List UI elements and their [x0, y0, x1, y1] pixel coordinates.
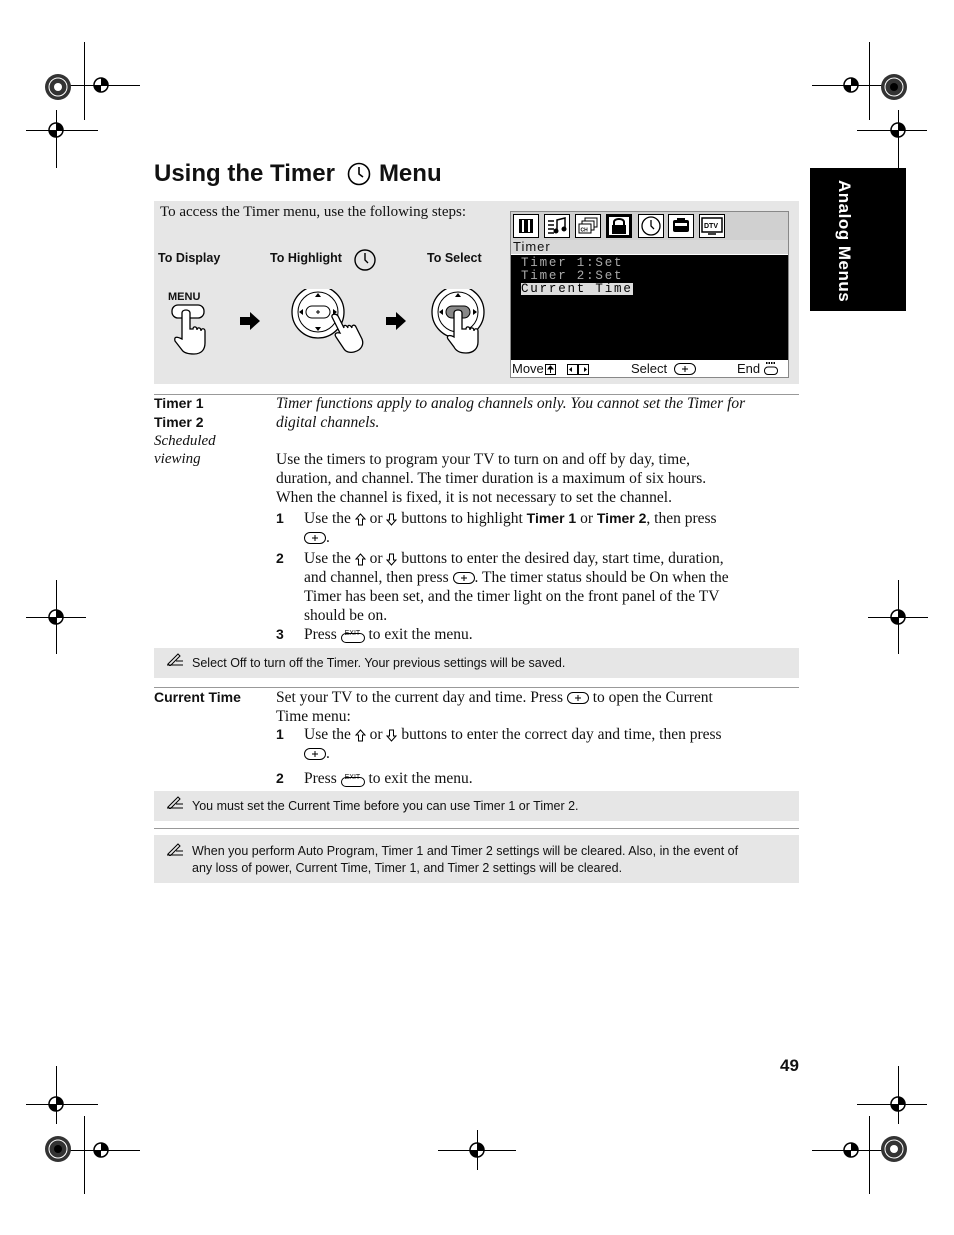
note-pencil-icon: [166, 842, 184, 856]
step-text: and channel, then press: [304, 569, 449, 586]
up-arrow-icon: [355, 513, 366, 526]
step-text: .: [326, 529, 330, 546]
step-number: 3: [276, 626, 284, 642]
timer-step-3: [304, 625, 794, 644]
tv-menu-list: [511, 255, 788, 360]
term-current-time: Current Time: [154, 689, 241, 705]
description-line: Set your TV to the current day and time. Press: [276, 689, 563, 706]
arrow-right-icon: [386, 312, 406, 330]
to-select-label: To Select: [427, 251, 482, 265]
joystick-hand-icon: [290, 289, 370, 355]
tv-icon-bar: [511, 212, 788, 240]
note-text: any loss of power, Current Time, Timer 1, and Timer 2 settings will be cleared.: [192, 861, 623, 875]
step-text: or: [369, 550, 383, 567]
up-arrow-icon: [355, 729, 366, 742]
step-text: , then press: [646, 510, 717, 527]
registration-target-icon: [880, 1135, 908, 1163]
description-line: Use the timers to program your TV to turn on and off by day, time,: [276, 451, 690, 468]
crosshair-icon: [86, 70, 116, 100]
timer-description: [276, 450, 786, 507]
access-intro: To access the Timer menu, use the following steps:: [160, 204, 466, 220]
tv-footer-move: Move: [512, 361, 544, 376]
timer-step-2: [304, 549, 794, 625]
section-divider: [154, 828, 799, 829]
timer-step-1: [304, 509, 794, 547]
step-text: buttons to enter the correct day and time, then press: [401, 726, 722, 743]
tv-menu-item[interactable]: Timer 2:Set: [521, 269, 624, 283]
tv-menu-title: Timer: [511, 240, 788, 254]
note-text: When you perform Auto Program, Timer 1 and Timer 2 settings will be cleared. Also, in the event of: [192, 844, 739, 858]
registration-target-icon: [880, 73, 908, 101]
step-text: .: [326, 745, 330, 762]
page-title-part-2: Menu: [378, 160, 442, 187]
term-timer-1: Timer 1: [154, 395, 204, 411]
crosshair-icon: [41, 602, 71, 632]
down-arrow-icon: [386, 513, 397, 526]
registration-target-icon: [44, 1135, 72, 1163]
registration-target-icon: [44, 73, 72, 101]
joystick-press-hand-icon: [430, 289, 490, 355]
dtv-icon: [699, 214, 725, 238]
menu-button-hand-icon: [168, 303, 214, 355]
description-line: Time menu:: [276, 708, 351, 725]
note-text: You must set the Current Time before you can use Timer 1 or Timer 2.: [192, 799, 579, 813]
step-text: buttons to enter the desired day, start time, duration,: [401, 550, 724, 567]
step-number: 2: [276, 550, 284, 566]
exit-button-icon: [341, 627, 365, 643]
term-subtitle: Scheduled: [154, 433, 216, 449]
section-tab-label: Analog Menus: [835, 180, 854, 303]
description-line: to open the Current: [592, 689, 713, 706]
step-text: . The timer status should be On when the: [474, 569, 729, 586]
step-number: 1: [276, 726, 284, 742]
down-arrow-icon: [386, 729, 397, 742]
tv-menu-footer: [511, 360, 788, 377]
tv-menu-screen: [510, 211, 789, 378]
timer-analog-note: [276, 394, 786, 432]
exit-label: EXIT: [344, 630, 361, 638]
note-text: Select Off to turn off the Timer. Your previous settings will be saved.: [192, 656, 566, 670]
setup-icon: [668, 214, 694, 238]
dtv-icon-label: DTV: [704, 223, 718, 230]
step-text: Use the: [304, 510, 351, 527]
select-button-icon: [304, 748, 326, 760]
crosshair-icon: [462, 1135, 492, 1165]
section-tab: [810, 168, 906, 311]
to-display-label: To Display: [158, 251, 221, 265]
tv-menu-item[interactable]: Timer 1:Set: [521, 256, 624, 270]
crosshair-icon: [883, 602, 913, 632]
page-number: 49: [780, 1056, 799, 1075]
select-button-icon: [674, 363, 696, 375]
channel-icon: [575, 214, 601, 238]
up-down-icon: [545, 364, 556, 375]
step-text: to exit the menu.: [368, 626, 473, 643]
crosshair-icon: [836, 70, 866, 100]
step-text: Press: [304, 626, 337, 643]
note-pencil-icon: [166, 795, 184, 809]
term-timer-2: Timer 2: [154, 414, 204, 430]
step-text-bold: Timer 2: [596, 510, 647, 526]
up-arrow-icon: [355, 553, 366, 566]
crosshair-icon: [41, 1089, 71, 1119]
video-icon: [513, 214, 539, 238]
step-text: Use the: [304, 726, 351, 743]
audio-icon: [544, 214, 570, 238]
down-arrow-icon: [386, 553, 397, 566]
tv-menu-item-selected[interactable]: Current Time: [521, 282, 633, 296]
lock-icon: [606, 214, 632, 238]
step-number: 1: [276, 510, 284, 526]
menu-key-icon: [764, 362, 778, 375]
crosshair-icon: [883, 1089, 913, 1119]
arrow-right-icon: [240, 312, 260, 330]
note-line: digital channels.: [276, 414, 380, 431]
note-line: Timer functions apply to analog channels only. You cannot set the Timer for: [276, 395, 746, 412]
term-subtitle: viewing: [154, 451, 201, 467]
current-time-description: [276, 688, 786, 726]
description-line: duration, and channel. The timer duration is a maximum of six hours.: [276, 470, 707, 487]
menu-button-label: MENU: [168, 291, 201, 303]
step-text: or: [580, 510, 593, 527]
current-time-step-2: [304, 769, 794, 788]
crosshair-icon: [41, 115, 71, 145]
auto-program-note: [154, 835, 799, 883]
page-title-part-1: Using the Timer: [154, 160, 335, 187]
tv-footer-end: End: [737, 361, 761, 376]
clock-icon: [353, 248, 377, 272]
step-number: 2: [276, 770, 284, 786]
step-text: buttons to highlight: [401, 510, 523, 527]
select-button-icon: [453, 572, 475, 584]
step-text: to exit the menu.: [368, 770, 473, 787]
exit-label: EXIT: [344, 774, 361, 782]
timer-icon: [638, 214, 664, 238]
tv-footer-select: Select: [631, 361, 668, 376]
to-highlight-label: To Highlight: [270, 251, 342, 265]
crosshair-icon: [883, 115, 913, 145]
note-pencil-icon: [166, 652, 184, 666]
timer-off-note: [154, 648, 799, 678]
select-button-icon: [304, 532, 326, 544]
exit-button-icon: [341, 771, 365, 787]
left-right-icon: [567, 364, 589, 375]
step-text: or: [369, 726, 383, 743]
step-text: Timer has been set, and the timer light on the front panel of the TV: [304, 588, 720, 605]
current-time-note: [154, 791, 799, 821]
clock-icon: [347, 162, 371, 186]
channel-icon-label: CH: [580, 227, 588, 234]
select-button-icon: [567, 692, 589, 704]
step-text: or: [369, 510, 383, 527]
crosshair-icon: [86, 1135, 116, 1165]
step-text: should be on.: [304, 607, 388, 624]
step-text-bold: Timer 1: [526, 510, 577, 526]
step-text: Use the: [304, 550, 351, 567]
current-time-step-1: [304, 725, 794, 763]
description-line: When the channel is fixed, it is not necessary to set the channel.: [276, 489, 672, 506]
step-text: Press: [304, 770, 337, 787]
page-title: [154, 160, 442, 188]
crosshair-icon: [836, 1135, 866, 1165]
